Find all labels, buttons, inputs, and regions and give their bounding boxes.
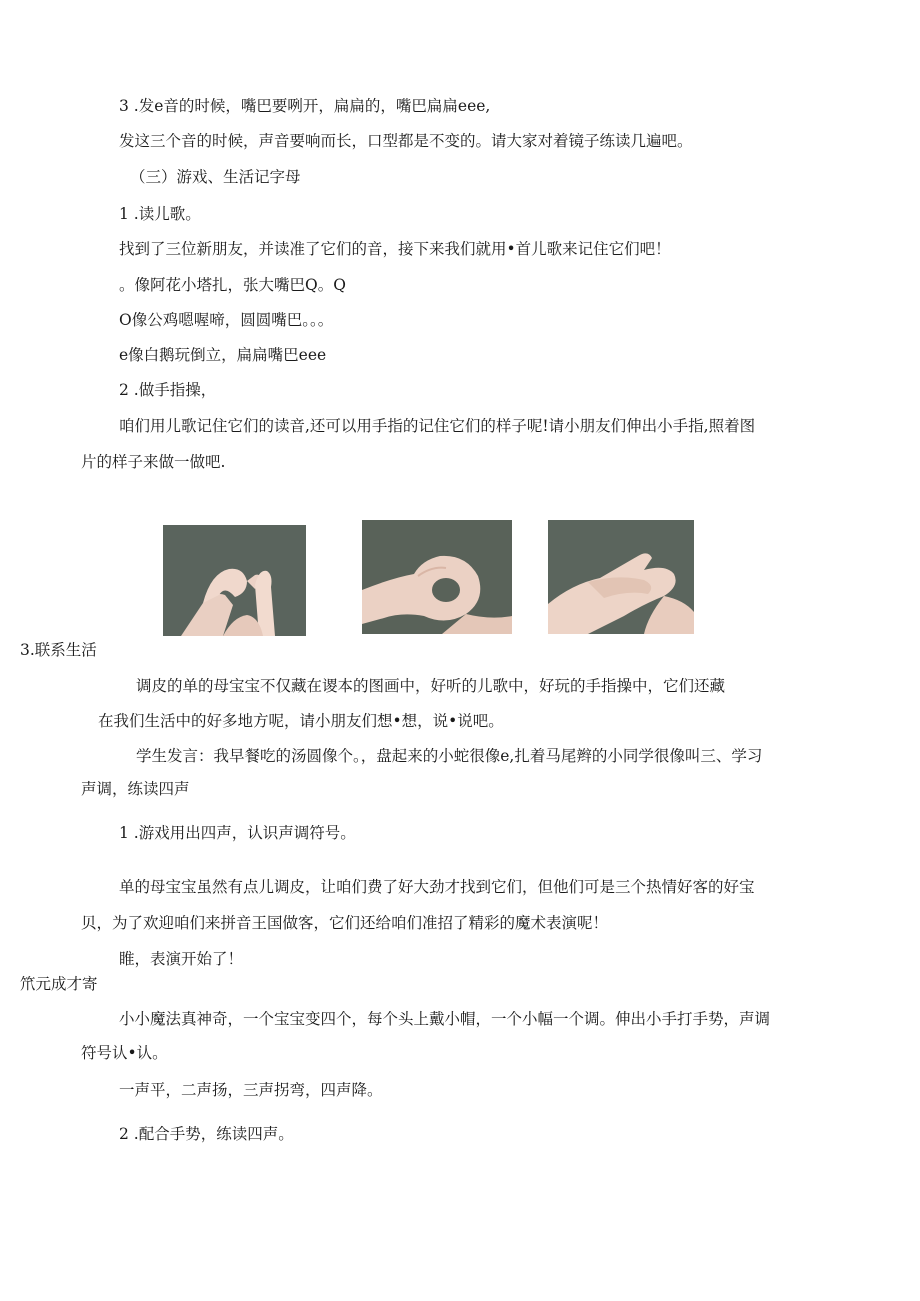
- paragraph-line: 找到了三位新朋友，并读准了它们的音，接下来我们就用•首儿歌来记住它们吧！: [119, 240, 671, 258]
- hand-gesture-photo-3: [548, 520, 694, 634]
- hand-gesture-o-icon: [362, 520, 512, 634]
- section-heading: 3.联系生活: [20, 641, 97, 659]
- paragraph-line: 在我们生活中的好多地方呢，请小朋友们想•想，说•说吧。: [98, 712, 504, 730]
- paragraph-line: 贝，为了欢迎咱们来拼音王国做客，它们还给咱们准招了精彩的魔术表演呢！: [81, 914, 609, 932]
- paragraph-line: 调皮的单的母宝宝不仅藏在谡本的图画中，好听的儿歌中，好玩的手指操中，它们还藏: [136, 677, 726, 695]
- paragraph-line: 一声平，二声扬，三声拐弯，四声降。: [119, 1081, 383, 1099]
- paragraph-line: 符号认•认。: [81, 1044, 168, 1062]
- section-heading: 笊元成才寄: [20, 975, 98, 993]
- hand-gesture-photo-1: [163, 525, 306, 636]
- paragraph-line: 1 .读儿歌。: [119, 205, 201, 223]
- rhyme-line: O像公鸡嗯喔啼，圆圆嘴巴。。。: [119, 311, 334, 329]
- paragraph-line: 声调，练读四声: [81, 780, 190, 798]
- paragraph-line: 片的样子来做一做吧.: [81, 453, 226, 471]
- rhyme-line: e像白鹅玩倒立，扁扁嘴巴eee: [119, 346, 327, 364]
- paragraph-line: 咱们用儿歌记住它们的读音,还可以用手指的记住它们的样子呢!请小朋友们伸出小手指,照着图: [119, 417, 756, 435]
- hand-gesture-photo-2: [362, 520, 512, 634]
- paragraph-line: 小小魔法真神奇，一个宝宝变四个，每个头上戴小帽，一个小幅一个调。伸出小手打手势，声调: [119, 1010, 771, 1028]
- hand-gesture-a-icon: [163, 525, 306, 636]
- rhyme-line: 。像阿花小塔扎，张大嘴巴Q。Q: [119, 276, 346, 294]
- hand-gesture-e-icon: [548, 520, 694, 634]
- paragraph-line: 1 .游戏用出四声，认识声调符号。: [119, 824, 356, 842]
- paragraph-line: 发这三个音的时候，声音要响而长，口型都是不变的。请大家对着镜子练读几遍吧。: [119, 132, 693, 150]
- section-heading: （三）游戏、生活记字母: [130, 168, 301, 186]
- paragraph-line: 学生发言：我早餐吃的汤圆像个。，盘起来的小蛇很像e,扎着马尾辫的小同学很像叫三、学习: [136, 747, 763, 765]
- paragraph-line: 单的母宝宝虽然有点儿调皮，让咱们费了好大劲才找到它们，但他们可是三个热情好客的好宝: [119, 878, 755, 896]
- paragraph-line: 2 .配合手势，练读四声。: [119, 1125, 294, 1143]
- paragraph-line: 睢，表演开始了！: [119, 950, 244, 968]
- paragraph-line: 3 .发e音的时候，嘴巴要咧开，扁扁的，嘴巴扁扁eee,: [119, 97, 491, 115]
- paragraph-line: 2 .做手指操，: [119, 381, 217, 399]
